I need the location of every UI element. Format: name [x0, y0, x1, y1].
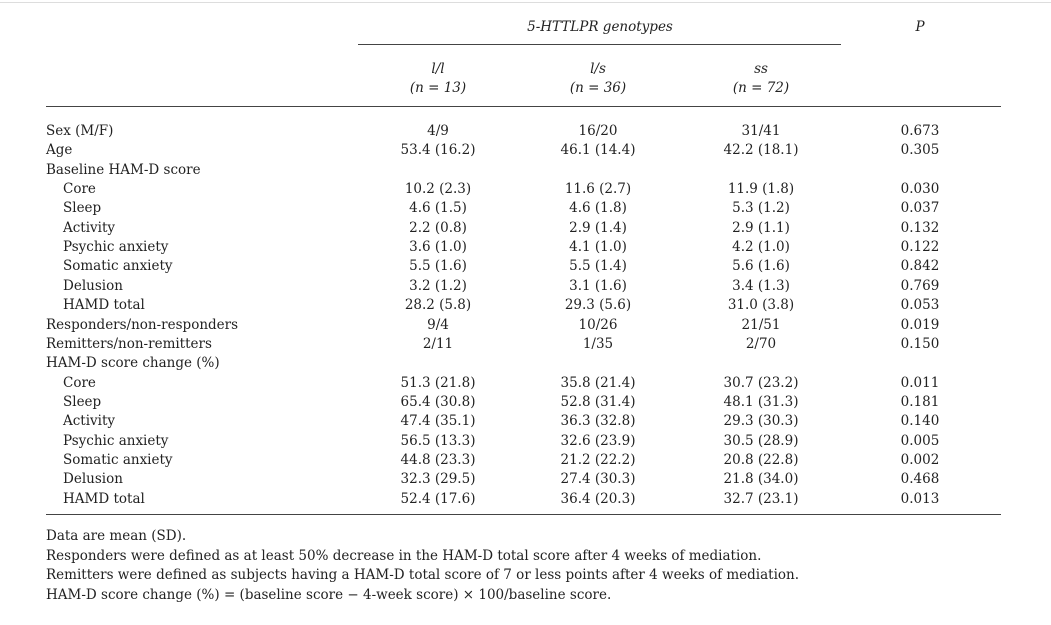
table-bottom-rule	[46, 514, 1001, 515]
p-value-cell: 0.037	[900, 200, 940, 217]
footnote: HAM-D score change (%) = (baseline score − 4-week score) × 100/baseline score.	[46, 586, 612, 603]
table-cell: 2/70	[745, 335, 777, 352]
table-cell: 31.0 (3.8)	[727, 297, 795, 314]
table-cell: 10/26	[578, 316, 618, 333]
table-cell: 2.9 (1.1)	[732, 219, 790, 236]
p-value-cell: 0.053	[900, 297, 940, 314]
row-label: Somatic anxiety	[63, 451, 173, 468]
p-value-cell: 0.030	[900, 181, 940, 198]
row-label: Core	[63, 181, 96, 198]
table-cell: 3.2 (1.2)	[409, 277, 467, 294]
column-header-genotype: l/l	[431, 61, 445, 77]
row-label: Remitters/non-remitters	[46, 335, 212, 352]
table-cell: 32.3 (29.5)	[400, 471, 476, 488]
table-cell: 20.8 (22.8)	[723, 451, 799, 468]
p-value-cell: 0.673	[900, 123, 940, 139]
table-cell: 3.4 (1.3)	[732, 277, 790, 294]
row-label: Core	[63, 374, 96, 391]
column-header-n: (n = 13)	[409, 80, 467, 96]
table-cell: 30.7 (23.2)	[723, 374, 799, 391]
table-cell: 35.8 (21.4)	[560, 374, 636, 391]
table-cell: 51.3 (21.8)	[400, 374, 476, 391]
row-label: Delusion	[63, 277, 123, 294]
p-value-cell: 0.305	[900, 142, 940, 159]
table-cell: 42.2 (18.1)	[723, 142, 799, 159]
table-cell: 32.7 (23.1)	[723, 490, 799, 507]
footnote: Remitters were defined as subjects having a HAM-D total score of 7 or less points after 4 weeks of mediation.	[46, 567, 800, 583]
table-cell: 32.6 (23.9)	[560, 432, 636, 449]
row-label: HAMD total	[63, 490, 145, 507]
table-cell: 29.3 (5.6)	[564, 297, 632, 314]
top-border	[0, 2, 1051, 3]
p-value-cell: 0.132	[900, 219, 940, 236]
table-cell: 65.4 (30.8)	[400, 393, 476, 410]
row-label: Activity	[63, 413, 116, 430]
table-cell: 10.2 (2.3)	[404, 181, 472, 198]
p-value-cell: 0.842	[900, 258, 940, 275]
table-cell: 48.1 (31.3)	[723, 393, 799, 410]
table-cell: 21/51	[741, 316, 781, 333]
p-value-header: P	[915, 19, 925, 35]
table-cell: 3.6 (1.0)	[409, 239, 467, 256]
row-label: Baseline HAM-D score	[46, 161, 201, 178]
table-cell: 28.2 (5.8)	[404, 297, 472, 314]
footnote: Responders were defined as at least 50% decrease in the HAM-D total score after 4 weeks of mediation.	[46, 547, 762, 564]
p-value-cell: 0.769	[900, 277, 940, 294]
p-value-cell: 0.181	[900, 393, 940, 410]
table-cell: 36.4 (20.3)	[560, 490, 636, 507]
table-cell: 3.1 (1.6)	[569, 277, 627, 294]
table-cell: 4/9	[427, 123, 449, 139]
row-label: Age	[46, 142, 73, 159]
table-cell: 21.8 (34.0)	[723, 471, 799, 488]
table-cell: 21.2 (22.2)	[560, 451, 636, 468]
row-label: HAMD total	[63, 297, 145, 314]
table-cell: 2/11	[422, 335, 454, 352]
table-cell: 5.3 (1.2)	[732, 200, 790, 217]
genotypes-group-header: 5-HTTLPR genotypes	[527, 19, 673, 35]
group-header-rule	[358, 44, 841, 45]
table-cell: 30.5 (28.9)	[723, 432, 799, 449]
table-cell: 4.1 (1.0)	[569, 239, 627, 256]
row-label: Psychic anxiety	[63, 432, 169, 449]
p-value-cell: 0.150	[900, 335, 940, 352]
column-header-n: (n = 72)	[732, 80, 790, 96]
p-value-cell: 0.011	[900, 374, 940, 391]
p-value-cell: 0.122	[900, 239, 940, 256]
table-cell: 5.5 (1.6)	[409, 258, 467, 275]
p-value-cell: 0.140	[900, 413, 940, 430]
column-header-genotype: ss	[754, 61, 768, 77]
table-cell: 36.3 (32.8)	[560, 413, 636, 430]
p-value-cell: 0.468	[900, 471, 940, 488]
table-cell: 11.6 (2.7)	[564, 181, 632, 198]
column-header-n: (n = 36)	[569, 80, 627, 96]
table-cell: 5.6 (1.6)	[732, 258, 790, 275]
table-cell: 52.4 (17.6)	[400, 490, 476, 507]
row-label: Activity	[63, 219, 116, 236]
table-cell: 52.8 (31.4)	[560, 393, 636, 410]
p-value-cell: 0.002	[900, 451, 940, 468]
table-cell: 9/4	[427, 316, 449, 333]
header-bottom-rule	[46, 106, 1001, 107]
row-label: Sleep	[63, 393, 102, 410]
row-label: Responders/non-responders	[46, 316, 239, 333]
table-cell: 29.3 (30.3)	[723, 413, 799, 430]
table-cell: 27.4 (30.3)	[560, 471, 636, 488]
p-value-cell: 0.013	[900, 490, 940, 507]
table-cell: 31/41	[741, 123, 781, 139]
table-cell: 4.6 (1.8)	[569, 200, 627, 217]
footnote: Data are mean (SD).	[46, 528, 187, 544]
column-header-genotype: l/s	[590, 61, 606, 77]
table-cell: 46.1 (14.4)	[560, 142, 636, 159]
row-label: Psychic anxiety	[63, 239, 169, 256]
row-label: Somatic anxiety	[63, 258, 173, 275]
row-label: HAM-D score change (%)	[46, 355, 220, 372]
row-label: Delusion	[63, 471, 123, 488]
table-cell: 1/35	[582, 335, 614, 352]
table-cell: 2.9 (1.4)	[569, 219, 627, 236]
p-value-cell: 0.005	[900, 432, 940, 449]
table-cell: 47.4 (35.1)	[400, 413, 476, 430]
table-cell: 56.5 (13.3)	[400, 432, 476, 449]
table-cell: 2.2 (0.8)	[409, 219, 467, 236]
table-cell: 53.4 (16.2)	[400, 142, 476, 159]
p-value-cell: 0.019	[900, 316, 940, 333]
table-cell: 44.8 (23.3)	[400, 451, 476, 468]
table-cell: 4.2 (1.0)	[732, 239, 790, 256]
row-label: Sleep	[63, 200, 102, 217]
table-cell: 11.9 (1.8)	[727, 181, 795, 198]
table-cell: 16/20	[578, 123, 618, 139]
table-cell: 5.5 (1.4)	[569, 258, 627, 275]
row-label: Sex (M/F)	[46, 123, 114, 139]
table-cell: 4.6 (1.5)	[409, 200, 467, 217]
